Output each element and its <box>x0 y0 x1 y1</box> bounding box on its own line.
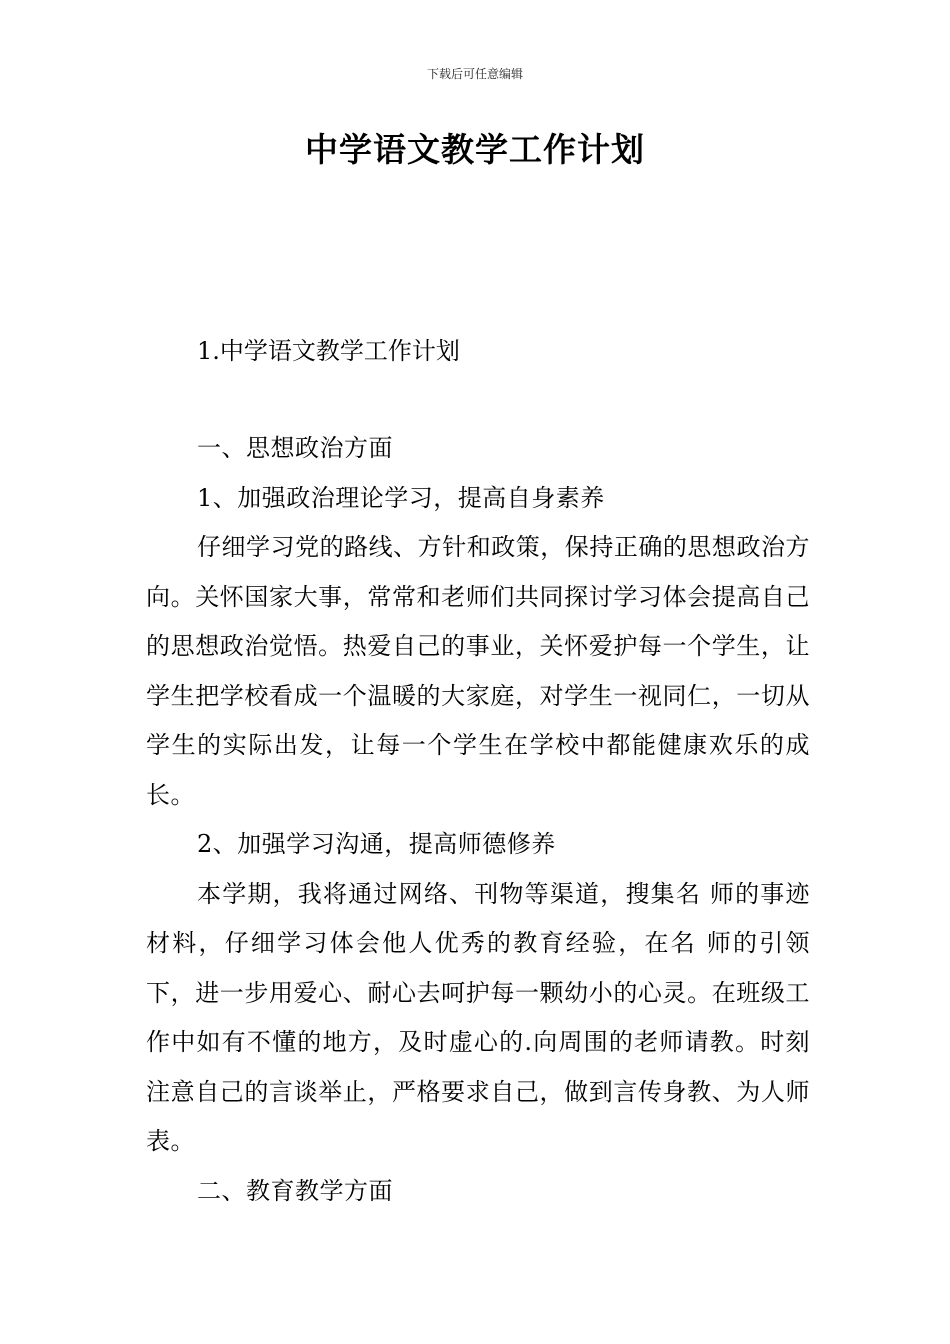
subsection-heading-1: 1、加强政治理论学习，提高自身素养 <box>197 483 605 512</box>
section-heading-1: 一、思想政治方面 <box>197 434 393 462</box>
subsection-heading-2: 2、加强学习沟通，提高师德修养 <box>197 830 556 858</box>
body-paragraph-2: 本学期，我将通过网络、刊物等渠道，搜集名 师的事迹材料，仔细学习体会他人优秀的教育经验，在名 师的引领下，进一步用爱心、耐心去呵护每一颗幼小的心灵。在班级工作中如有不懂的地方，及时虚心的.向周围的老师请教。时刻注意自己的言谈举止，严格要求自己，做到言传身教、为人师表。 <box>146 879 810 1155</box>
document-title: 中学语文教学工作计划 <box>305 130 645 169</box>
document-body <box>146 424 810 1216</box>
header-note: 下载后可任意编辑 <box>426 67 523 81</box>
body-paragraph-1: 仔细学习党的路线、方针和政策，保持正确的思想政治方向。关怀国家大事，常常和老师们共同探讨学习体会提高自己的思想政治觉悟。热爱自己的事业，关怀爱护每一个学生，让学生把学校看成一个温暖的大家庭，对学生一视同仁，一切从学生的实际出发，让每一个学生在学校中都能健康欢乐的成长。 <box>146 533 810 809</box>
section-heading-2: 二、教育教学方面 <box>197 1176 393 1205</box>
document-subtitle: 1.中学语文教学工作计划 <box>197 337 460 365</box>
